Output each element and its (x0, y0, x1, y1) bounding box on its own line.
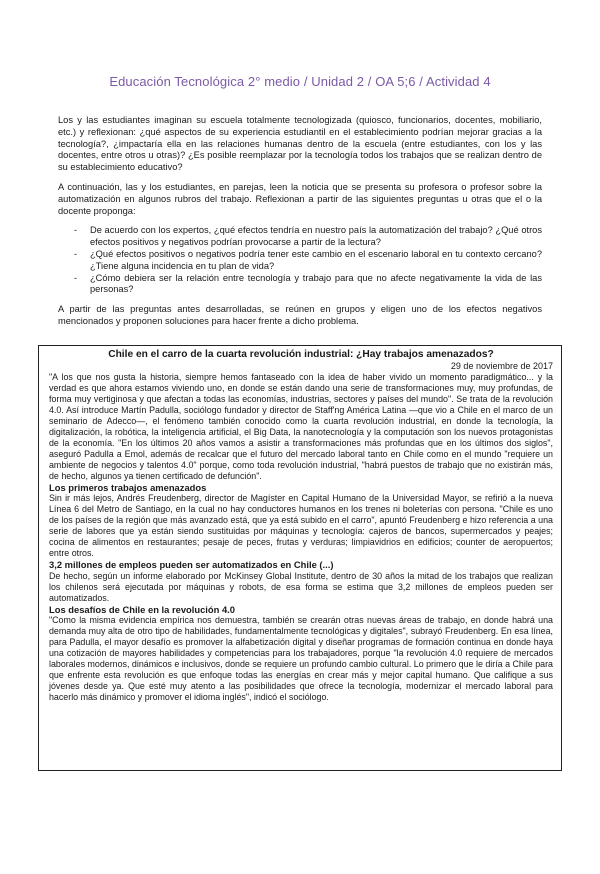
article-title: Chile en el carro de la cuarta revolución industrial: ¿Hay trabajos amenazados? (108, 349, 494, 360)
question-item: - ¿Qué efectos positivos o negativos podría tener este cambio en el escenario laboral en tu contexto cercano? ¿Tiene alguna incidencia en tu plan de vida? (84, 249, 542, 273)
article-paragraph: De hecho, según un informe elaborado por McKinsey Global Institute, dentro de 30 años la mitad de los trabajos que realizan los chilenos será ejecutada por máquinas y robots, de esa forma se estima que 3,2 millones de empleos pueden ser automatizados. (49, 570, 553, 603)
article-paragraph: "A los que nos gusta la historia, siempre hemos fantaseado con la idea de haber vivido un momento paradigmático... y la verdad es que ahora estamos viviendo uno, en donde se están dando una serie de transformaciones muy, muy profundas, de forma muy vertiginosa y que afectan a todas las economías, industrias, sectores y países del mundo". Se trata de la revolución 4.0. Así introduce Martín Padulla, sociólogo fundador y director de Staff'ng América Latina —que vio a Chile en el marco de un seminario de Adecco—, el fenómeno también conocido como la cuarta revolución industrial, en donde la tecnología, la digitalización, la robótica, la inteligencia artificial, el Big Data, la nanotecnología y la computación son los nuevos protagonistas de la economía. "En los últimos 20 años vamos a asistir a transformaciones más profundas que en los últimos dos siglos", aseguró Padulla a Emol, además de recalcar que el futuro del mercado laboral tanto en Chile como en el mundo "requiere un ambiente de negocios y talentos 4.0" porque, como toda revolución industrial, "habrá puestos de trabajo que no existirán más, de hecho, algunos ya tienen certificado de defunción". (49, 372, 553, 481)
article-date: 29 de noviembre de 2017 (450, 361, 553, 371)
question-list (58, 225, 542, 296)
article-paragraph: "Como la misma evidencia empírica nos demuestra, también se crearán otras nuevas áreas de trabajo, en donde habrá una demanda muy alta de otro tipo de habilidades, fundamentalmente tecnológicas y digitales", subrayó Freudenberg. En esa línea, para Padulla, el mayor desafío es promover la alfabetización digital y diseñar programas de formación continua en donde haya una cotización de mayores habilidades y competencias para los trabajadores, porque "la revolución 4.0 requiere de mercados laborales modernos, dinámicos e inclusivos, donde se requiere un profundo cambio cultural. Lo primero que le diría a Chile para que enfrente esta revolución es que enfoque todas las energías en crear más y mejor capital humano. Que califique a sus jóvenes desde ya. Que esté muy atento a las posibilidades que ofrece la tecnología, modernizar el mercado laboral para hacerlo más dinámico y promover el idioma inglés", indicó el sociólogo. (49, 615, 553, 703)
intro-paragraph-2: A continuación, las y los estudiantes, en parejas, leen la noticia que se presenta su profesora o profesor sobre la automatización en algunos rubros del trabajo. Reflexionan a partir de las siguientes preguntas u otras que el o la docente proponga: (58, 181, 542, 216)
article-paragraph: Sin ir más lejos, Andrés Freudenberg, director de Magíster en Capital Humano de la Universidad Mayor, se refirió a la nueva Línea 6 del Metro de Santiago, en la cual no hay conductores humanos en los trenes ni boleterías con persona. "Chile es uno de los países de la región que más avanzado está, que ya está subido en el carro", apuntó Freudenberg e hizo referencia a una serie de labores que ya están siendo sustituidas por máquinas y tecnología: cajeros de bancos, supermercados y peajes; cocina de alimentos en restaurantes; pesaje de peces, frutas y verduras; limpiavidrios en edificios; counter de aeropuertos; entre otros. (49, 493, 553, 559)
question-item: - De acuerdo con los expertos, ¿qué efectos tendría en nuestro país la automatización del trabajo? ¿Qué otros efectos positivos y negativos podrían provocarse a partir de la lectura? (84, 225, 542, 249)
question-item: - ¿Cómo debiera ser la relación entre tecnología y trabajo para que no afecte negativamente la vida de las personas? (84, 273, 542, 297)
intro-paragraph-3: A partir de las preguntas antes desarrolladas, se reúnen en grupos y eligen uno de los efectos negativos mencionados y proponen soluciones para hacer frente a dicho problema. (58, 304, 542, 326)
article-subheading: 3,2 millones de empleos pueden ser automatizados en Chile (...) (49, 559, 334, 571)
page-title: Educación Tecnológica 2° medio / Unidad 2 / OA 5;6 / Actividad 4 (109, 74, 491, 89)
intro-paragraph-1: Los y las estudiantes imaginan su escuela totalmente tecnologizada (quiosco, funcionarios, docentes, mobiliario, etc.) y reflexionan: ¿qué aspectos de su experiencia estudiantil en el establecimiento podrían mejorar gracias a la tecnología?, ¿impactaría ella en las relaciones humanas dentro de la escuela (entre estudiantes, con los y las docentes, entre otros u otras)? ¿Es posible reemplazar por la tecnología todos los trabajos que se realizan dentro de su establecimiento educativo? (58, 115, 542, 173)
article-subheading: Los desafíos de Chile en la revolución 4.0 (49, 603, 235, 615)
news-article-box (38, 345, 562, 771)
article-subheading: Los primeros trabajos amenazados (49, 482, 207, 493)
